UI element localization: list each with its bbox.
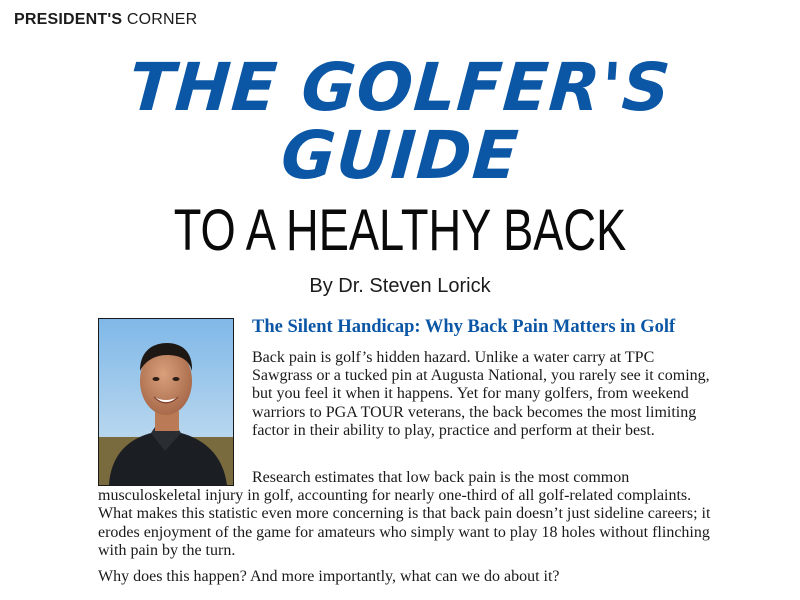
- article-heading: The Silent Handicap: Why Back Pain Matters in Golf: [252, 317, 676, 337]
- subheadline: TO A HEALTHY BACK: [173, 198, 627, 263]
- headline-line-2: GUIDE: [278, 117, 522, 194]
- author-photo: [98, 318, 234, 486]
- article-paragraph: Back pain is golf’s hidden hazard. Unlike a water carry at TPC Sawgrass or a tucked pin at Augusta National, you rarely see it coming, but you feel it when it happens. Yet for many golfers, from weekend warriors to PGA TOUR veterans, the back becomes the most limiting factor in their ability to play, practice and perform at their best.: [252, 349, 710, 439]
- article-paragraph: Why does this happen? And more importantly, what can we do about it?: [98, 568, 560, 585]
- section-label: [14, 11, 197, 29]
- article-paragraph: Research estimates that low back pain is the most common musculoskeletal injury in golf, accounting for nearly one-third of all golf-related complaints. What makes this statistic even more concerning is that back pain doesn’t just sideline careers; it erodes enjoyment of the game for amateurs who simply want to play 18 holes without flinching with pain by the turn.: [98, 469, 711, 559]
- section-label-light: CORNER: [122, 11, 198, 28]
- author-byline: By Dr. Steven Lorick: [309, 275, 491, 297]
- section-label-bold: PRESIDENT'S: [14, 11, 123, 28]
- headline-line-1: THE GOLFER'S: [126, 49, 674, 126]
